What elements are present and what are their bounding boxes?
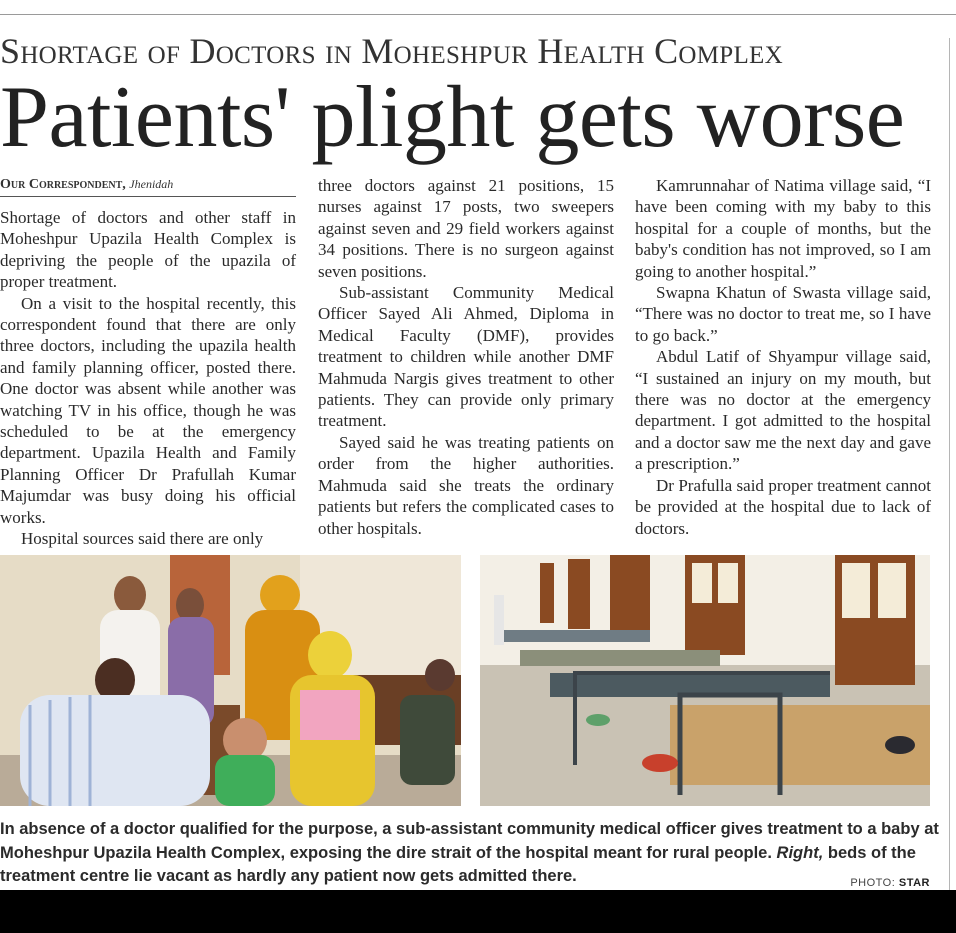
caption-text-1: In absence of a doctor qualified for the purpose, a sub-assistant community medical officer gives treatment to a baby at Moheshpur Upazila Health Complex, exposing the dire strait of the hospital meant for rural people.	[0, 820, 939, 862]
bottom-black-bar	[0, 890, 956, 933]
headline: Patients' plight gets worse	[0, 69, 905, 166]
top-rule	[0, 14, 956, 15]
paragraph: Kamrunnahar of Natima village said, “I have been coming with my baby to this hospital for a couple of months, but the baby's condition has not improved, so I am going to another hospital.”	[635, 176, 931, 281]
article-column-2	[318, 175, 614, 539]
paragraph: Dr Prafulla said proper treatment cannot be provided at the hospital due to lack of doctors.	[635, 475, 931, 538]
paragraph: Swapna Khatun of Swasta village said, “There was no doctor to treat me, so I have to go back.”	[635, 283, 931, 345]
paragraph: Sub-assistant Community Medical Officer Sayed Ali Ahmed, Diploma in Medical Faculty (DMF), provides treatment to children while another DMF Mahmuda Nargis gives treatment to other patients. They can provide only primary treatment.	[318, 283, 614, 431]
credit-label: PHOTO:	[850, 877, 896, 889]
photo-caption	[0, 818, 945, 889]
photo-vacant-beds	[480, 555, 930, 806]
byline-place: Jhenidah	[129, 177, 174, 191]
paragraph: Hospital sources said there are only	[21, 529, 264, 549]
photo-doctor-treating-baby	[0, 555, 461, 806]
paragraph: Sayed said he was treating patients on order from the higher authorities. Mahmuda said she treats the ordinary patients but refers the complicated cases to other hospitals.	[318, 432, 614, 538]
paragraph: On a visit to the hospital recently, this correspondent found that there are only three doctors, including the upazila health and family planning officer, posted there. One doctor was absent while another was watching TV in his office, though he was scheduled to be at the emergency department. Upazila Health and Family Planning Officer Dr Prafullah Kumar Majumdar was busy doing his official works.	[0, 293, 296, 527]
paragraph: Shortage of doctors and other staff in Moheshpur Upazila Health Complex is depriving the people of the upazila of proper treatment.	[0, 208, 296, 292]
byline	[0, 175, 296, 197]
kicker: Shortage of Doctors in Moheshpur Health Complex	[0, 31, 783, 71]
credit-source: STAR	[898, 877, 930, 889]
photo-credit	[850, 877, 930, 889]
paragraph: three doctors against 21 positions, 15 nurses against 17 posts, two sweepers against seven and 29 field workers against 34 positions. There is no surgeon against seven positions.	[318, 176, 614, 281]
byline-author: Our Correspondent,	[0, 177, 126, 192]
article-column-3	[635, 175, 931, 539]
caption-text-2: beds of the treatment centre lie vacant as hardly any patient now gets admitted there.	[0, 843, 916, 885]
caption-right-label: Right,	[776, 843, 824, 862]
column-rule	[949, 38, 950, 890]
paragraph: Abdul Latif of Shyampur village said, “I sustained an injury on my mouth, but there was no doctor at the emergency department. I got admitted to the hospital and a doctor saw me the next day and gave a prescription.”	[635, 347, 931, 474]
article-column-1	[0, 175, 296, 550]
